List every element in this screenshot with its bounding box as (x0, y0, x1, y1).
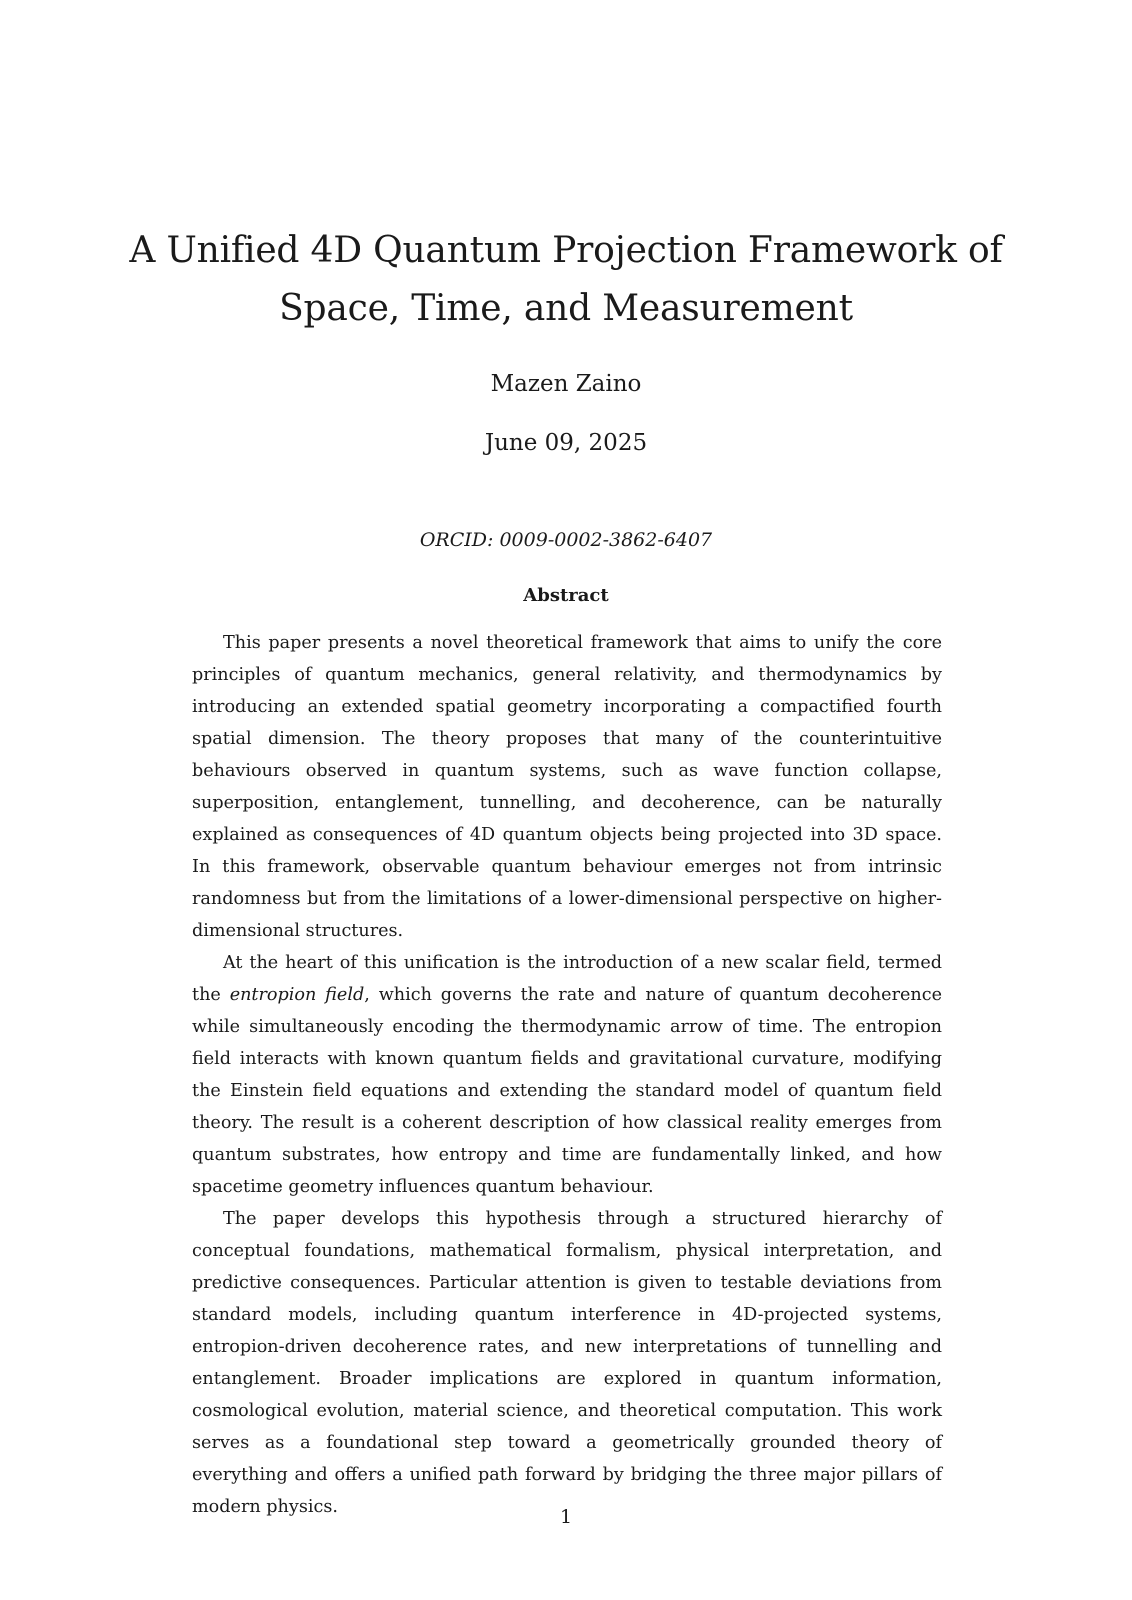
paper-title: A Unified 4D Quantum Projection Framework of Space, Time, and Measurement (129, 230, 1003, 329)
author-name: Mazen Zaino (490, 371, 642, 397)
page-number: 1 (559, 1506, 573, 1528)
publication-date: June 09, 2025 (484, 430, 648, 456)
abstract-body (192, 627, 942, 1523)
abstract-paragraph-2-text: At the heart of this unification is the introduction of a new scalar field, termed the (192, 953, 942, 1005)
abstract-paragraph-3: The paper develops this hypothesis through a structured hierarchy of conceptual foundations, mathematical formalism, physical interpretation, and predictive consequences. Particular attention is given to testable deviations from standard models, including quantum interference in 4D-projected systems, entropion-driven decoherence rates, and new interpretations of tunnelling and entanglement. Broader implications are explored in quantum information, cosmological evolution, material science, and theoretical computation. This work serves as a foundational step toward a geometrically grounded theory of everything and offers a unified path forward by bridging the three major pillars of modern physics. (192, 1209, 942, 1517)
entropion-field-term: entropion field (229, 985, 365, 1005)
orcid-identifier: ORCID: 0009-0002-3862-6407 (419, 529, 713, 551)
abstract-paragraph-2 (192, 947, 942, 1203)
abstract-heading: Abstract (523, 585, 609, 606)
abstract-paragraph-2-continuation: , which governs the rate and nature of quantum decoherence while simultaneously encoding the thermodynamic arrow of time. The entropion field interacts with known quantum fields and gravitational curvature, modifying the Einstein field equations and extending the standard model of quantum field theory. The result is a coherent description of how classical reality emerges from quantum substrates, how entropy and time are fundamentally linked, and how spacetime geometry influences quantum behaviour. (192, 985, 943, 1197)
abstract-paragraph-1: This paper presents a novel theoretical framework that aims to unify the core principles of quantum mechanics, general relativity, and thermodynamics by introducing an extended spatial geometry incorporating a compactified fourth spatial dimension. The theory proposes that many of the counterintuitive behaviours observed in quantum systems, such as wave function collapse, superposition, entanglement, tunnelling, and decoherence, can be naturally explained as consequences of 4D quantum objects being projected into 3D space. In this framework, observable quantum behaviour emerges not from intrinsic randomness but from the limitations of a lower-dimensional perspective on higher-dimensional structures. (192, 633, 942, 941)
